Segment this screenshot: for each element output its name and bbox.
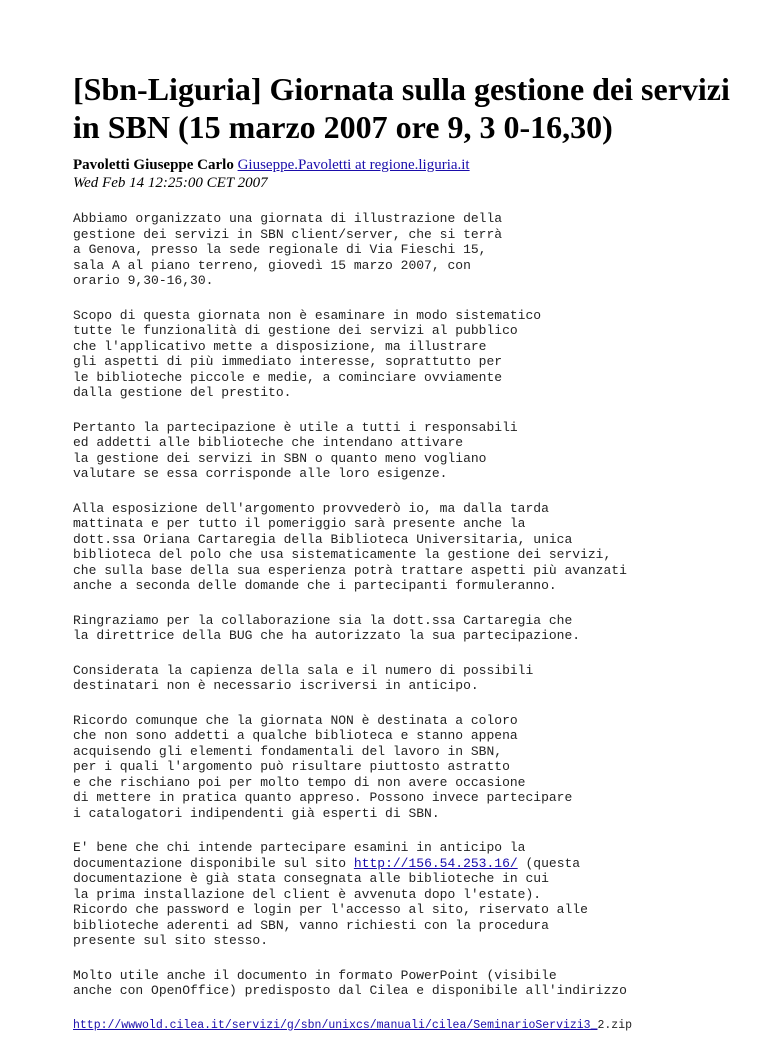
message (73, 70, 753, 1052)
paragraph-2: Scopo di questa giornata non è esaminare in modo sistematico tutte le funzionalità di gestione dei servizi al pubblico che l'applicativo mette a disposizione, ma illustrare gli aspetti di più immediato interesse, soprattutto per le biblioteche piccole e medie, a cominciare ovviamente dalla gestione del prestito. (73, 307, 542, 400)
message-header (73, 156, 753, 192)
document-download-link[interactable]: http://wwwold.cilea.it/servizi/g/sbn/unixcs/manuali/cilea/SeminarioServizi3_ (73, 1018, 598, 1032)
paragraph-5: Ringraziamo per la collaborazione sia la dott.ssa Cartaregia che la direttrice della BUG che ha autorizzato la sua partecipazione. (73, 612, 581, 643)
document-link-suffix: 2.zip (597, 1018, 633, 1032)
message-date: Wed Feb 14 12:25:00 CET 2007 (73, 175, 268, 191)
message-body (73, 211, 753, 1033)
paragraph-8-text-before: E' bene che chi intende partecipare esamini in anticipo la documentazione disponibile sul sito (73, 840, 526, 871)
author-name: Pavoletti Giuseppe Carlo (73, 157, 234, 173)
paragraph-10 (73, 1018, 753, 1034)
paragraph-9: Molto utile anche il documento in formato PowerPoint (visibile anche con OpenOffice) predisposto dal Cilea e disponibile all'indirizzo (73, 967, 627, 998)
author-email-link[interactable]: Giuseppe.Pavoletti at regione.liguria.it (237, 157, 470, 173)
paragraph-6: Considerata la capienza della sala e il numero di possibili destinatari non è necessario iscriversi in anticipo. (73, 662, 534, 693)
paragraph-3: Pertanto la partecipazione è utile a tutti i responsabili ed addetti alle biblioteche che intendano attivare la gestione dei servizi in SBN o quanto meno vogliano valutare se essa corrisponde alle loro esigenze. (73, 419, 518, 481)
page-title: [Sbn-Liguria] Giornata sulla gestione dei servizi in SBN (15 marzo 2007 ore 9, 3 0-16,30) (73, 71, 730, 145)
site-link[interactable]: http://156.54.253.16/ (353, 855, 518, 871)
paragraph-8 (73, 840, 753, 949)
paragraph-7: Ricordo comunque che la giornata NON è destinata a coloro che non sono addetti a qualche biblioteca e stanno appena acquisendo gli elementi fondamentali del lavoro in SBN, per i quali l'argomento può risultare piuttosto astratto e che rischiano poi per molto tempo di non avere occasione di mettere in pratica quanto appreso. Possono invece partecipare i catalogatori indipendenti già esperti di SBN. (73, 712, 573, 821)
paragraph-4: Alla esposizione dell'argomento provvederò io, ma dalla tarda mattinata e per tutto il pomeriggio sarà presente anche la dott.ssa Oriana Cartaregia della Biblioteca Universitaria, unica biblioteca del polo che usa sistematicamente la gestione dei servizi, che sulla base della sua esperienza potrà trattare aspetti più avanzati anche a seconda delle domande che i partecipanti formuleranno. (73, 500, 627, 593)
paragraph-1: Abbiamo organizzato una giornata di illustrazione della gestione dei servizi in SBN client/server, che si terrà a Genova, presso la sede regionale di Via Fieschi 15, sala A al piano terreno, giovedì 15 marzo 2007, con orario 9,30-16,30. (73, 211, 503, 288)
paragraph-8-text-after: (questa documentazione è già stata consegnata alle biblioteche in cui la prima installazione del client è avvenuta dopo l'estate). Ricordo che password e login per l'accesso al sito, riservato alle biblioteche aderenti ad SBN, vanno richiesti con la procedura presente sul sito stesso. (73, 855, 588, 948)
